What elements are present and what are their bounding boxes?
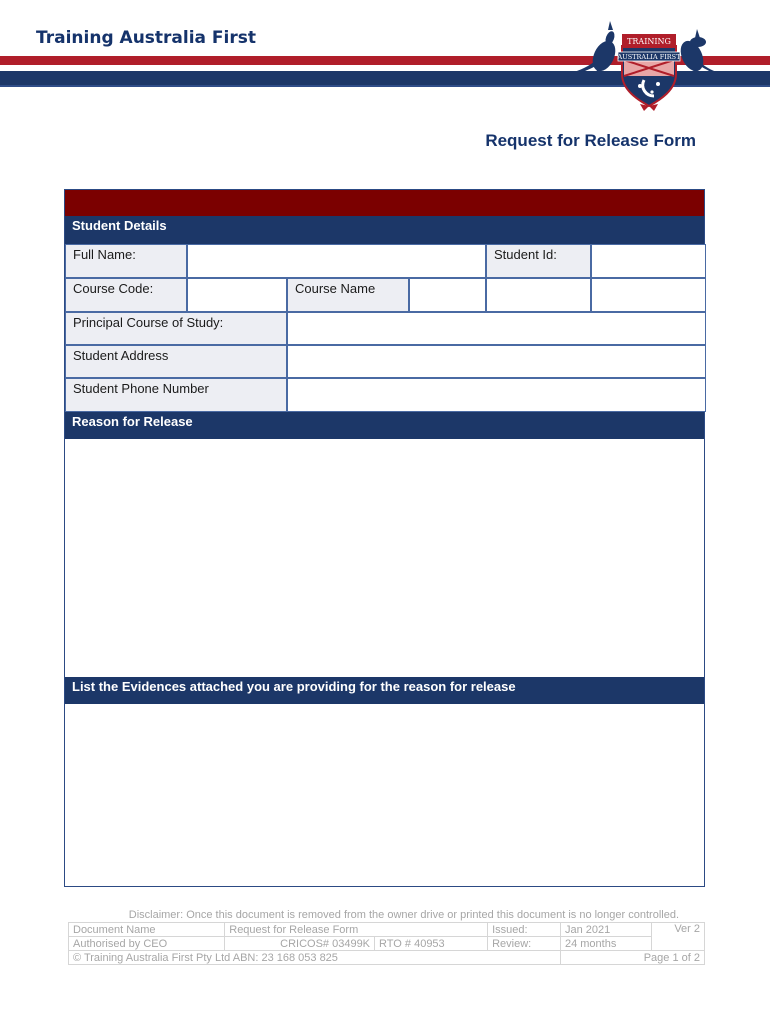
evidences-textarea[interactable] [65,704,704,886]
authorised-by: Authorised by CEO [69,937,225,951]
issued-value: Jan 2021 [560,923,651,937]
course-name-field[interactable] [409,278,486,312]
release-form [64,189,705,887]
cricos-number: CRICOS# 03499K [225,937,375,951]
rto-number: RTO # 40953 [375,937,488,951]
svg-text:★: ★ [645,24,654,34]
star-icon [634,24,664,34]
doc-name-label: Document Name [69,923,225,937]
course-extra-field-2[interactable] [591,278,706,312]
brand-name: Training Australia First [36,28,257,48]
student-id-field[interactable] [591,244,706,278]
course-code-label: Course Code: [65,278,187,312]
student-address-field[interactable] [287,345,706,378]
issued-label: Issued: [488,923,561,937]
reason-textarea[interactable] [65,439,704,677]
course-name-label: Course Name [287,278,409,312]
course-extra-field[interactable] [486,278,591,312]
section-reason-for-release: Reason for Release [65,412,704,439]
copyright-text: © Training Australia First Pty Ltd ABN: 23 168 053 825 [69,951,561,965]
kangaroo-right-icon [676,29,725,77]
section-evidences: List the Evidences attached you are providing for the reason for release [65,677,704,704]
full-name-field[interactable] [187,244,486,278]
student-phone-field[interactable] [287,378,706,412]
review-label: Review: [488,937,561,951]
principal-course-field[interactable] [287,312,706,345]
document-footer [65,909,705,965]
doc-name-value: Request for Release Form [225,923,488,937]
kangaroo-left-icon [564,21,620,77]
student-address-label: Student Address [65,345,287,378]
svg-text:TRAINING: TRAINING [627,37,671,46]
student-phone-label: Student Phone Number [65,378,287,412]
section-student-details: Student Details [65,216,704,244]
disclaimer-text: Disclaimer: Once this document is removed from the owner drive or printed this document is no longer controlled. [128,909,679,921]
form-top-band [65,190,704,216]
student-id-label: Student Id: [486,244,591,278]
document-control-table [68,922,705,965]
svg-text:★: ★ [634,24,643,34]
company-logo [560,16,728,112]
review-value: 24 months [560,937,651,951]
svg-text:AUSTRALIA FIRST: AUSTRALIA FIRST [617,53,681,61]
version-label: Ver 2 [652,923,705,951]
svg-text:★: ★ [656,24,665,34]
page-number: Page 1 of 2 [560,951,704,965]
principal-course-label: Principal Course of Study: [65,312,287,345]
full-name-label: Full Name: [65,244,187,278]
page-title: Request for Release Form [485,131,696,150]
course-code-field[interactable] [187,278,287,312]
